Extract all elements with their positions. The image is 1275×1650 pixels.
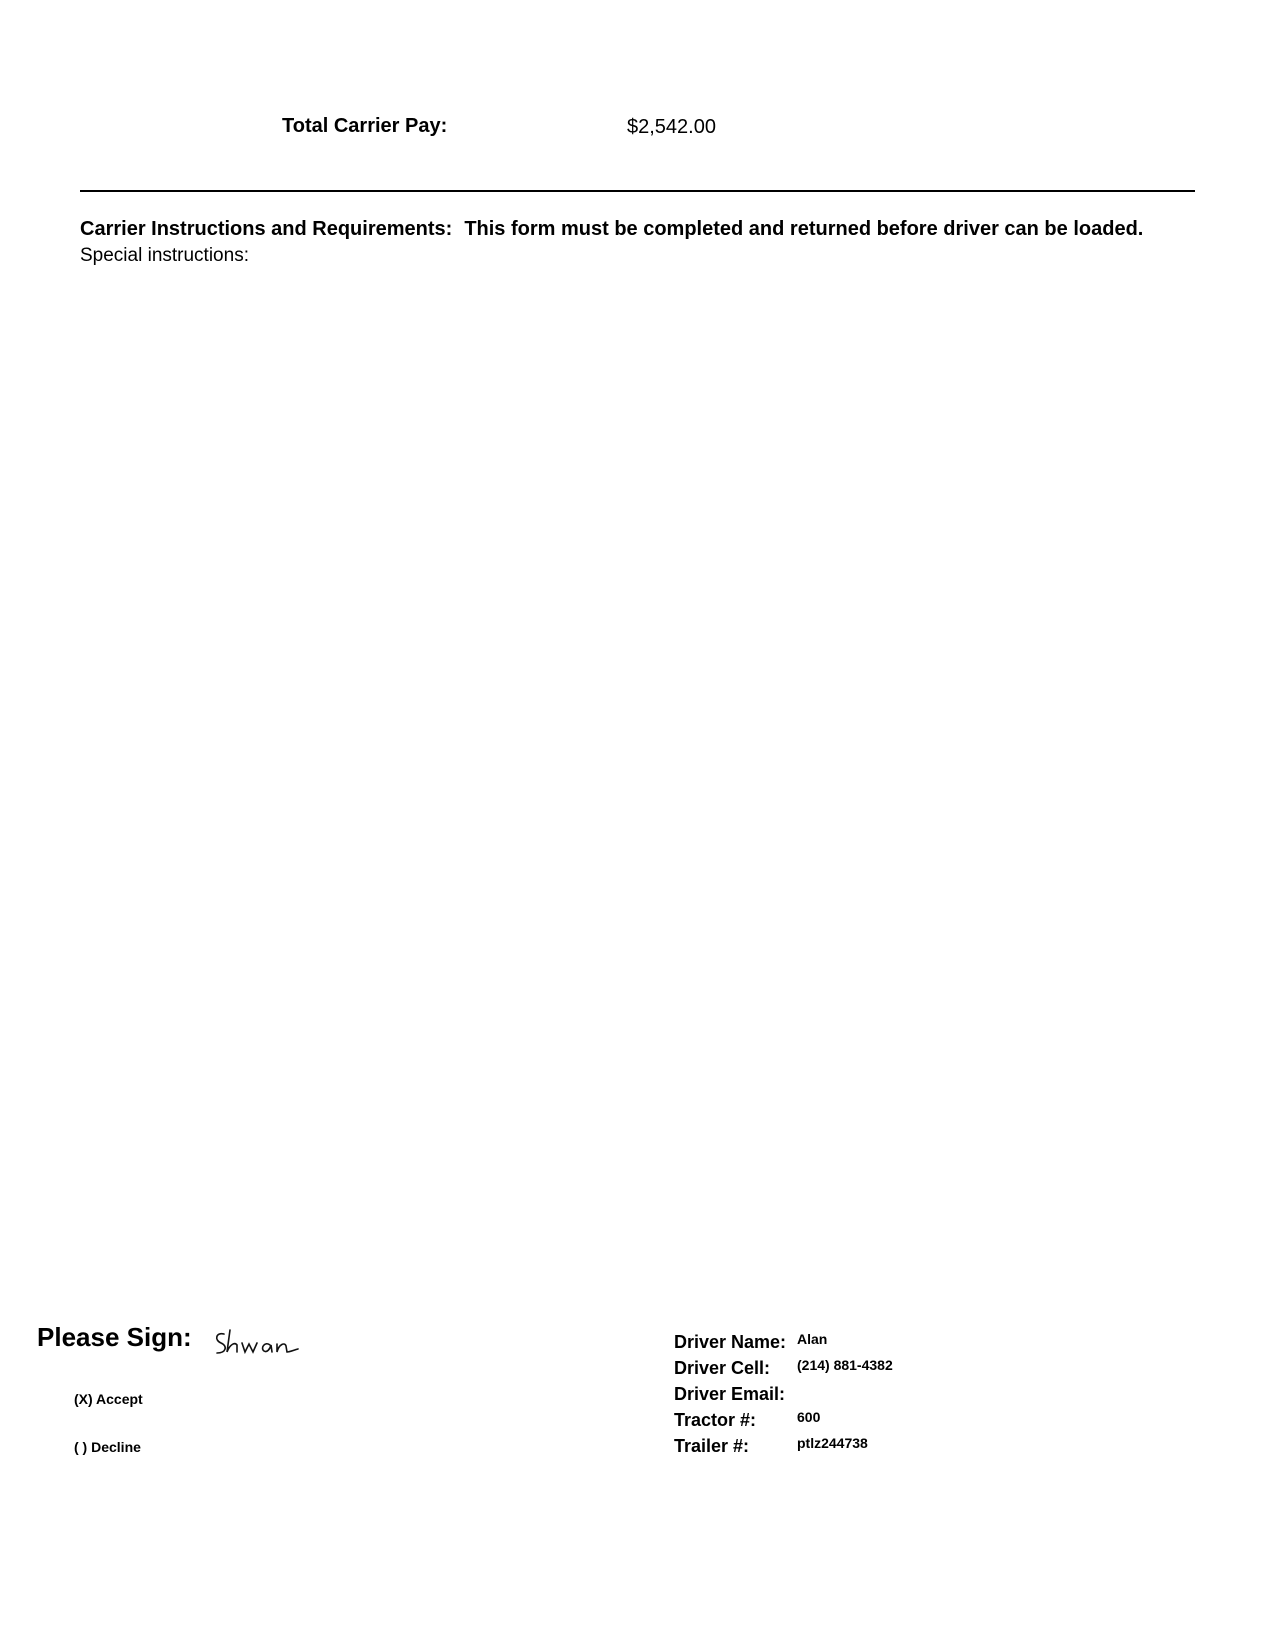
carrier-instructions-heading (80, 218, 1143, 241)
please-sign-label: Please Sign: (37, 1322, 192, 1352)
trailer-number-value: ptlz244738 (797, 1435, 868, 1451)
special-instructions-label: Special instructions: (80, 245, 249, 266)
total-carrier-pay-label: Total Carrier Pay: (282, 115, 448, 137)
decline-option[interactable]: ( ) Decline (74, 1439, 141, 1455)
tractor-number-label: Tractor #: (674, 1410, 757, 1430)
accept-option[interactable]: (X) Accept (74, 1391, 143, 1407)
handwritten-signature (210, 1322, 320, 1362)
driver-email-label: Driver Email: (674, 1384, 786, 1404)
driver-cell-label: Driver Cell: (674, 1358, 771, 1378)
instructions-heading-title: Carrier Instructions and Requirements: (80, 218, 453, 240)
instructions-heading-notice: This form must be completed and returned before driver can be loaded. (464, 218, 1144, 240)
trailer-number-label: Trailer #: (674, 1436, 750, 1456)
total-carrier-pay-value: $2,542.00 (627, 116, 716, 138)
driver-name-value: Alan (797, 1331, 828, 1347)
driver-name-label: Driver Name: (674, 1332, 787, 1352)
section-divider (80, 190, 1195, 192)
driver-cell-value: (214) 881-4382 (797, 1357, 893, 1373)
tractor-number-value: 600 (797, 1409, 821, 1425)
